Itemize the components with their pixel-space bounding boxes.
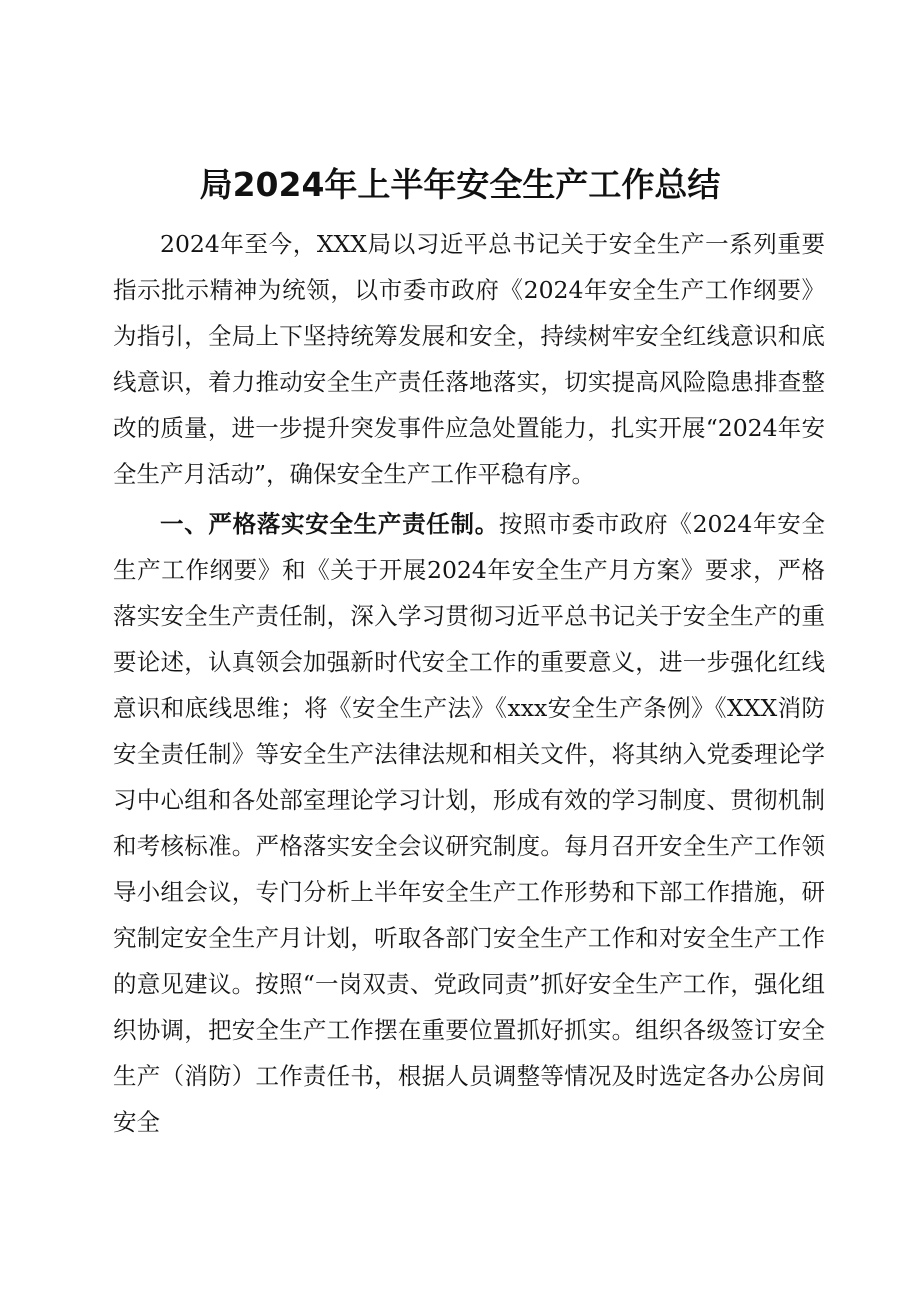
- intro-paragraph-text: 2024年至今，XXX局以习近平总书记关于安全生产一系列重要指示批示精神为统领，以市委市政府《2024年安全生产工作纲要》为指引，全局上下坚持统筹发展和安全，持续树牢安全红线意识和底线意识，着力推动安全生产责任落地落实，切实提高风险隐患排查整改的质量，进一步提升突发事件应急处置能力，扎实开展“2024年安全生产月活动”，确保安全生产工作平稳有序。: [113, 230, 825, 488]
- intro-paragraph: [113, 221, 825, 497]
- document-body: [113, 221, 825, 1145]
- section-one-paragraph: [113, 501, 825, 1145]
- section-one-heading: 一、严格落实安全生产责任制。: [160, 510, 499, 538]
- section-one-text: 按照市委市政府《2024年安全生产工作纲要》和《关于开展2024年安全生产月方案》要求，严格落实安全生产责任制，深入学习贯彻习近平总书记关于安全生产的重要论述，认真领会加强新时代安全工作的重要意义，进一步强化红线意识和底线思维；将《安全生产法》《xxx安全生产条例》《XXX消防安全责任制》等安全生产法律法规和相关文件，将其纳入党委理论学习中心组和各处部室理论学习计划，形成有效的学习制度、贯彻机制和考核标准。严格落实安全会议研究制度。每月召开安全生产工作领导小组会议，专门分析上半年安全生产工作形势和下部工作措施，研究制定安全生产月计划，听取各部门安全生产工作和对安全生产工作的意见建议。按照“一岗双责、党政同责”抓好安全生产工作，强化组织协调，把安全生产工作摆在重要位置抓好抓实。组织各级签订安全生产（消防）工作责任书，根据人员调整等情况及时选定各办公房间安全: [113, 510, 825, 1136]
- document-title: 局2024年上半年安全生产工作总结: [199, 165, 721, 204]
